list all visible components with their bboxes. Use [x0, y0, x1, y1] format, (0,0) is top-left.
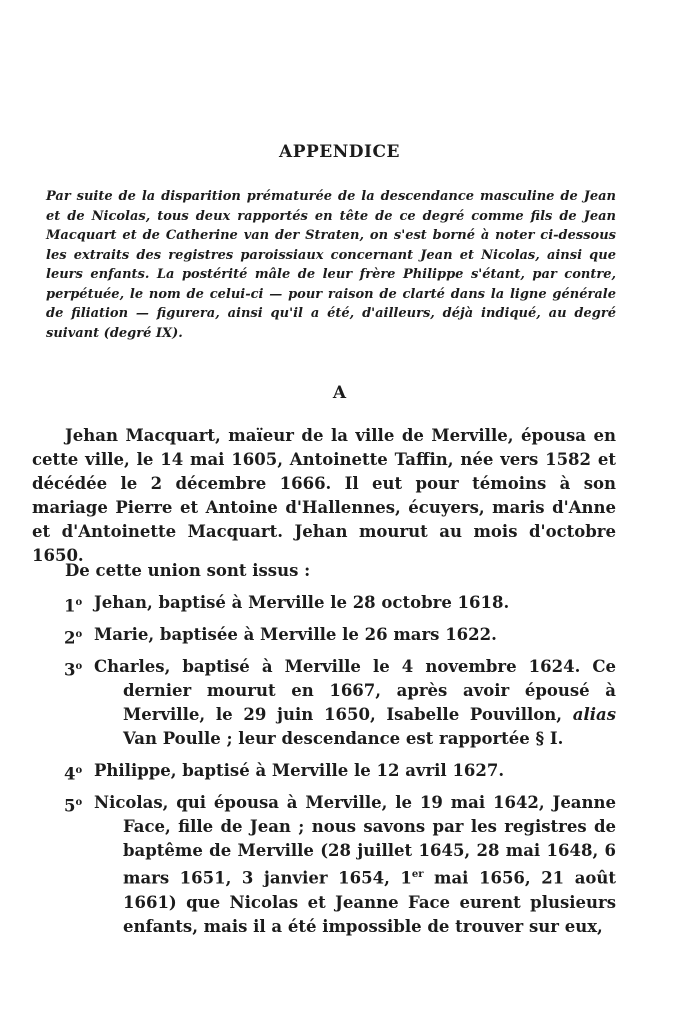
- list-item: [32, 623, 616, 647]
- item-number: 3$^o$: [64, 660, 83, 680]
- list-item: [32, 655, 616, 751]
- item-number: 4$^o$: [64, 764, 83, 784]
- item-text: Charles, baptisé à Merville le 4 novembre 1624. Ce dernier mourut en 1667, après avoir épousé à Merville, le 29 juin 1650, Isabelle Pouvillon, alias Van Poulle ; leur descendance est rapportée § I.: [94, 657, 616, 748]
- list-item: [32, 791, 616, 939]
- item-text: Jehan, baptisé à Merville le 28 octobre 1618.: [94, 593, 510, 612]
- issue-line: De cette union sont issus :: [65, 561, 311, 580]
- children-list: [32, 591, 616, 947]
- item-number: 1$^o$: [64, 596, 83, 616]
- item-number: 2$^o$: [64, 628, 83, 648]
- page-heading: APPENDICE: [279, 142, 400, 162]
- list-item: [32, 591, 616, 615]
- main-paragraph: Jehan Macquart, maïeur de la ville de Merville, épousa en cette ville, le 14 mai 1605, Antoinette Taffin, née vers 1582 et décédée le 2 décembre 1666. Il eut pour témoins à son mariage Pierre et Antoine d'Hallennes, écuyers, maris d'Anne et d'Antoinette Macquart. Jehan mourut au mois d'octobre 1650.: [32, 426, 616, 565]
- item-number: 5$^o$: [64, 796, 83, 816]
- item-text: Marie, baptisée à Merville le 26 mars 1622.: [94, 625, 497, 644]
- list-item: [32, 759, 616, 783]
- item-text: Philippe, baptisé à Merville le 12 avril 1627.: [94, 761, 505, 780]
- intro-note: Par suite de la disparition prématurée de la descendance masculine de Jean et de Nicolas, tous deux rapportés en tête de ce degré comme fils de Jean Macquart et de Catherine van der Straten, on s'est borné à noter ci-dessous les extraits des registres paroissiaux concernant Jean et Nicolas, ainsi que leurs enfants. La postérité mâle de leur frère Philippe s'étant, par contre, perpétuée, le nom de celui-ci — pour raison de clarté dans la ligne générale de filiation — figurera, ainsi qu'il a été, d'ailleurs, déjà indiqué, au degré suivant (degré IX).: [46, 189, 616, 341]
- item-text: Nicolas, qui épousa à Merville, le 19 mai 1642, Jeanne Face, fille de Jean ; nous savons par les registres de baptême de Merville (28 juillet 1645, 28 mai 1648, 6 mars 1651, 3 janvier 1654, 1er mai 1656, 21 août 1661) que Nicolas et Jeanne Face eurent plusieurs enfants, mais il a été impossible de trouver sur eux,: [94, 793, 617, 936]
- section-letter: A: [332, 383, 347, 403]
